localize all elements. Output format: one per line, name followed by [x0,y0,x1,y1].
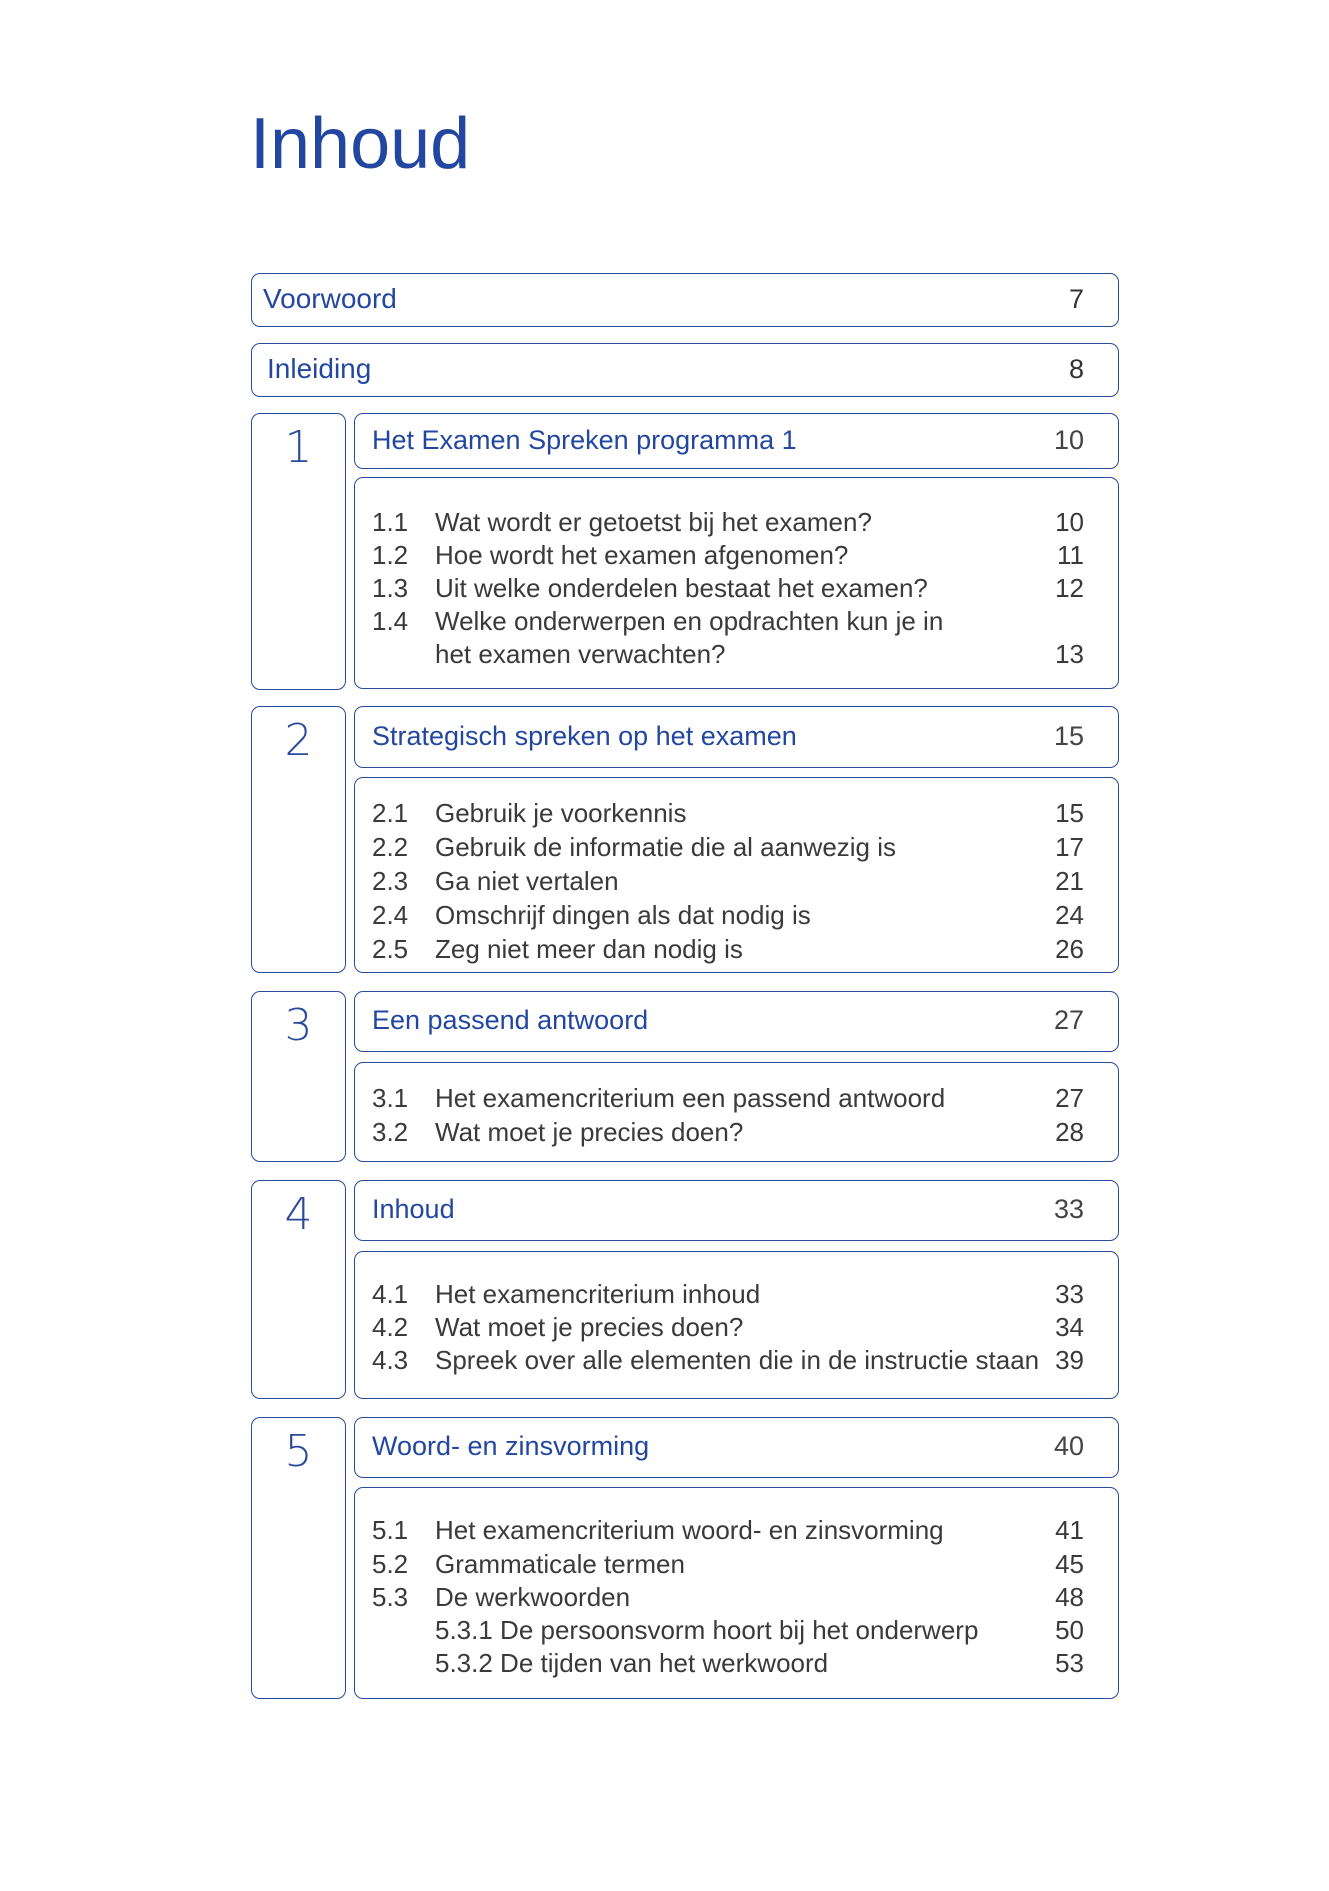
section-row[interactable] [355,1515,1118,1548]
section-number: 1.3 [372,573,409,603]
chapter-heading[interactable] [354,1417,1119,1478]
section-row[interactable] [355,1083,1118,1116]
section-page: 50 [1055,1615,1084,1645]
section-page: 33 [1055,1279,1084,1309]
section-row[interactable] [355,866,1118,899]
section-row[interactable] [355,934,1118,967]
chapter-heading[interactable] [354,991,1119,1052]
chapter-number-box [251,706,346,973]
section-page: 34 [1055,1312,1084,1342]
section-number: 1.4 [372,606,409,636]
section-number: 2.1 [372,798,409,828]
section-page: 39 [1055,1345,1084,1375]
chapter-page: 27 [1053,1005,1084,1035]
section-title: Gebruik je voorkennis [435,798,687,828]
section-page: 11 [1057,540,1084,570]
chapter-heading[interactable] [354,706,1119,768]
section-page: 26 [1055,934,1084,964]
section-number: 4.1 [372,1279,409,1309]
section-list [354,1062,1119,1162]
section-title: Gebruik de informatie die al aanwezig is [435,832,897,862]
subsection-row[interactable] [355,1648,1118,1681]
section-number: 5.2 [372,1549,409,1579]
chapter-number: 3 [284,1000,313,1051]
chapter-heading[interactable] [354,1180,1119,1241]
section-page: 45 [1055,1549,1084,1579]
chapter-title: Inhoud [372,1194,455,1224]
section-title: Zeg niet meer dan nodig is [435,934,743,964]
section-page: 12 [1055,573,1084,603]
section-row[interactable] [355,1345,1118,1378]
section-page: 13 [1055,639,1084,669]
section-row[interactable] [355,1117,1118,1150]
section-list [354,1251,1119,1399]
subsection-row[interactable] [355,1615,1118,1648]
chapter-title: Een passend antwoord [372,1005,649,1035]
section-page: 21 [1055,866,1084,896]
section-title: Wat moet je precies doen? [435,1312,744,1342]
section-page: 15 [1055,798,1084,828]
section-row[interactable] [355,606,1118,639]
chapter-number: 5 [284,1426,313,1477]
section-list [354,1487,1119,1699]
section-title: Hoe wordt het examen afgenomen? [435,540,849,570]
section-row[interactable] [355,832,1118,865]
section-row[interactable] [355,798,1118,831]
chapter-page: 33 [1053,1194,1084,1224]
section-number: 2.3 [372,866,409,896]
section-list [354,777,1119,973]
section-row[interactable] [355,1279,1118,1312]
chapter-number-box [251,991,346,1162]
section-number: 3.1 [372,1083,409,1113]
toc-entry-label: Inleiding [267,353,372,384]
subsection-title: 5.3.1 De persoonsvorm hoort bij het onderwerp [435,1615,979,1645]
section-row[interactable] [355,540,1118,573]
section-row[interactable] [355,573,1118,606]
section-title: Omschrijf dingen als dat nodig is [435,900,811,930]
section-title: De werkwoorden [435,1582,631,1612]
chapter-number: 4 [284,1189,313,1240]
section-title: Het examencriterium inhoud [435,1279,761,1309]
section-page: 17 [1055,832,1084,862]
chapter-page: 15 [1053,721,1084,751]
section-page: 48 [1055,1582,1084,1612]
section-number: 1.2 [372,540,409,570]
section-number: 2.4 [372,900,409,930]
toc-entry-inleiding[interactable] [251,343,1119,397]
section-list [354,477,1119,689]
section-row[interactable] [355,1312,1118,1345]
section-row[interactable] [355,1582,1118,1615]
subsection-title: 5.3.2 De tijden van het werkwoord [435,1648,829,1678]
section-page: 28 [1055,1117,1084,1147]
section-title: Het examencriterium een passend antwoord [435,1083,946,1113]
section-page: 27 [1055,1083,1084,1113]
chapter-heading[interactable] [354,413,1119,469]
section-row[interactable] [355,507,1118,540]
section-number: 5.3 [372,1582,409,1612]
section-number: 4.3 [372,1345,409,1375]
toc-entry-page: 8 [1068,354,1084,384]
chapter-title: Het Examen Spreken programma 1 [372,425,797,455]
chapter-number-box [251,1180,346,1399]
section-row[interactable] [355,1549,1118,1582]
section-number: 2.5 [372,934,409,964]
chapter-title: Strategisch spreken op het examen [372,721,797,751]
section-title: Welke onderwerpen en opdrachten kun je in [435,606,944,636]
section-number: 4.2 [372,1312,409,1342]
chapter-number-box [251,413,346,690]
section-page: 53 [1055,1648,1084,1678]
section-title: Uit welke onderdelen bestaat het examen? [435,573,928,603]
toc-entry-page: 7 [1068,284,1084,314]
section-title: Het examencriterium woord- en zinsvorming [435,1515,944,1545]
toc-entry-label: Voorwoord [263,283,397,314]
section-row[interactable] [355,639,1118,672]
section-number: 3.2 [372,1117,409,1147]
section-title: Wat moet je precies doen? [435,1117,744,1147]
section-row[interactable] [355,900,1118,933]
toc-entry-voorwoord[interactable] [251,273,1119,327]
section-page: 41 [1055,1515,1084,1545]
section-title: Wat wordt er getoetst bij het examen? [435,507,872,537]
section-number: 1.1 [372,507,409,537]
section-title: het examen verwachten? [435,639,726,669]
page-title: Inhoud [250,104,471,184]
section-title: Spreek over alle elementen die in de instructie staan [435,1345,1040,1375]
section-number: 5.1 [372,1515,409,1545]
chapter-number: 1 [284,422,313,473]
section-number: 2.2 [372,832,409,862]
chapter-title: Woord- en zinsvorming [372,1431,650,1461]
section-page: 10 [1055,507,1084,537]
section-title: Grammaticale termen [435,1549,685,1579]
chapter-number: 2 [284,715,313,766]
section-page: 24 [1055,900,1084,930]
chapter-page: 40 [1053,1431,1084,1461]
section-title: Ga niet vertalen [435,866,619,896]
chapter-page: 10 [1053,425,1084,455]
chapter-number-box [251,1417,346,1699]
